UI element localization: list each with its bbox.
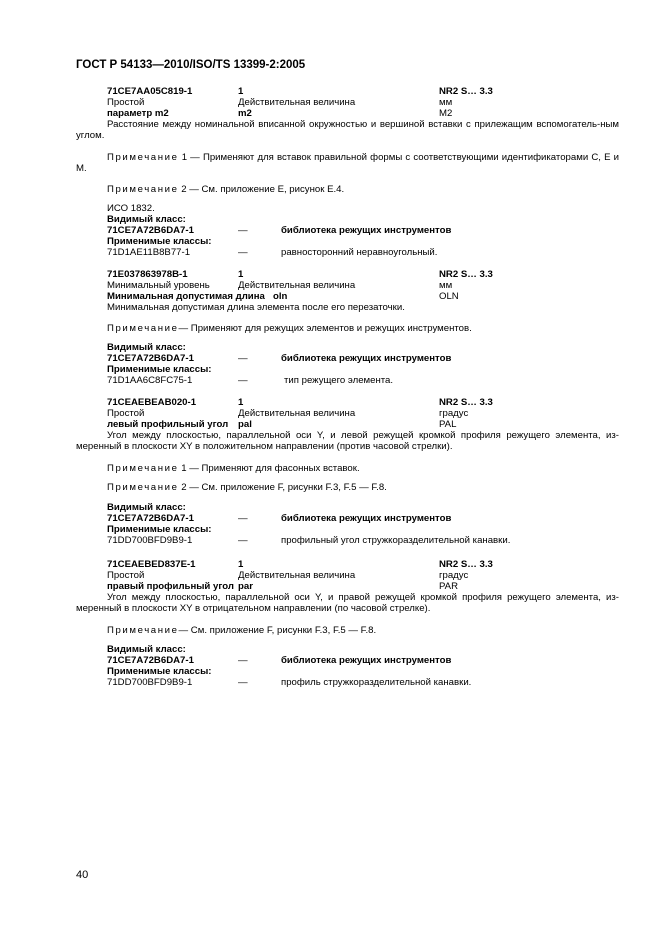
entry-type: Минимальный уровень: [107, 280, 210, 291]
entry-level: 1: [238, 269, 244, 280]
entry-id: 71CE7AA05C819-1: [107, 86, 193, 97]
note-label: Примечание: [107, 482, 179, 493]
entry-71CE7AA05C819: [107, 86, 617, 119]
note-label: Примечание: [107, 184, 179, 195]
visible-class-id: 71CE7A72B6DA7-1: [107, 225, 194, 236]
entry-symbol: pal: [238, 419, 252, 430]
entry-id: 71CEAEBEAB020-1: [107, 397, 197, 408]
visible-class-label: Видимый класс:: [107, 502, 186, 513]
class-block-3: Видимый класс: 71CE7A72B6DA7-1 — библиотека режущих инструментов Применимые классы: 71DD700BFD9B9-1 — профильный угол стружкоразделительной канавки.: [107, 502, 617, 546]
entry-code: OLN: [439, 291, 459, 302]
entry-unit: градус: [439, 570, 469, 581]
class-block-2: Видимый класс: 71CE7A72B6DA7-1 — библиотека режущих инструментов Применимые классы: 71D1AA6C8FC75-1 — тип режущего элемента.: [107, 342, 617, 386]
entry-value-type: Действительная величина: [238, 408, 356, 419]
visible-class-name: библиотека режущих инструментов: [281, 513, 452, 524]
applicable-id: 71D1AA6C8FC75-1: [107, 375, 193, 386]
entry-level: 1: [238, 397, 244, 408]
entry-ref: NR2 S… 3.3: [439, 397, 493, 408]
entry-name: правый профильный угол: [107, 581, 234, 592]
note-1: Примечание 1 — Применяют для фасонных вставок.: [107, 463, 360, 474]
note-label: Примечание: [107, 463, 179, 474]
class-block-1: ИСО 1832. Видимый класс: 71CE7A72B6DA7-1 — библиотека режущих инструментов Применимые классы: 71D1AE11B8B77-1 — равносторонний неравноугольный.: [107, 203, 617, 258]
note-2: Примечание 2 — См. приложение F, рисунки F.3, F.5 — F.8.: [107, 482, 387, 493]
visible-class-name: библиотека режущих инструментов: [281, 655, 452, 666]
entry-value-type: Действительная величина: [238, 97, 356, 108]
applicable-id: 71DD700BFD9B9-1: [107, 677, 193, 688]
note: Примечание— Применяют для режущих элементов и режущих инструментов.: [107, 323, 472, 334]
entry-definition: Минимальная допустимая длина элемента после его перезаточки.: [107, 302, 405, 313]
entry-name: параметр m2: [107, 108, 169, 119]
source-ref: ИСО 1832.: [107, 203, 155, 214]
entry-id: 71CEAEBED837E-1: [107, 559, 196, 570]
visible-class-id: 71CE7A72B6DA7-1: [107, 513, 194, 524]
applicable-id: 71DD700BFD9B9-1: [107, 535, 193, 546]
entry-ref: NR2 S… 3.3: [439, 559, 493, 570]
entry-unit: градус: [439, 408, 469, 419]
entry-code: PAL: [439, 419, 457, 430]
entry-71CEAEBEAB020: [107, 397, 617, 430]
entry-level: 1: [238, 86, 244, 97]
applicable-label: Применимые классы:: [107, 524, 212, 535]
visible-class-label: Видимый класс:: [107, 214, 186, 225]
visible-class-label: Видимый класс:: [107, 644, 186, 655]
entry-unit: мм: [439, 97, 453, 108]
document-header: ГОСТ Р 54133—2010/ISO/TS 13399-2:2005: [76, 59, 306, 71]
note-label: Примечание: [107, 152, 179, 163]
entry-value-type: Действительная величина: [238, 280, 356, 291]
visible-class-label: Видимый класс:: [107, 342, 186, 353]
entry-unit: мм: [439, 280, 453, 291]
visible-class-id: 71CE7A72B6DA7-1: [107, 655, 194, 666]
applicable-id: 71D1AE11B8B77-1: [107, 247, 191, 258]
applicable-name: профиль стружкоразделительной канавки.: [281, 677, 472, 688]
entry-symbol: oln: [273, 291, 288, 302]
entry-symbol: m2: [238, 108, 252, 119]
entry-value-type: Действительная величина: [238, 570, 356, 581]
applicable-name: профильный угол стружкоразделительной канавки.: [281, 535, 511, 546]
applicable-label: Применимые классы:: [107, 364, 212, 375]
applicable-label: Применимые классы:: [107, 666, 212, 677]
note-2: Примечание 2 — См. приложение Е, рисунок Е.4.: [107, 184, 345, 195]
note-label: Примечание: [107, 625, 179, 636]
entry-type: Простой: [107, 570, 145, 581]
entry-ref: NR2 S… 3.3: [439, 269, 493, 280]
page-number: 40: [76, 869, 89, 881]
entry-name: левый профильный угол: [107, 419, 229, 430]
visible-class-id: 71CE7A72B6DA7-1: [107, 353, 194, 364]
entry-definition: Угол между плоскостью, параллельной оси Y, и правой режущей кромкой профиля режущего элемента, из-меренный в плоскости XY в отрицательном направлении (по часовой стрелке).: [76, 592, 619, 614]
entry-71CEAEBED837E: [107, 559, 617, 592]
visible-class-name: библиотека режущих инструментов: [281, 353, 452, 364]
note: Примечание— См. приложение F, рисунки F.3, F.5 — F.8.: [107, 625, 377, 636]
entry-level: 1: [238, 559, 244, 570]
visible-class-name: библиотека режущих инструментов: [281, 225, 452, 236]
entry-ref: NR2 S… 3.3: [439, 86, 493, 97]
entry-71E037863978B: [107, 269, 617, 313]
entry-code: M2: [439, 108, 453, 119]
class-block-4: Видимый класс: 71CE7A72B6DA7-1 — библиотека режущих инструментов Применимые классы: 71DD700BFD9B9-1 — профиль стружкоразделительной канавки.: [107, 644, 617, 688]
note-1: Примечание 1 — Применяют для вставок правильной формы с соответствующими идентификаторами C, E и M.: [76, 152, 619, 174]
applicable-label: Применимые классы:: [107, 236, 212, 247]
entry-name: Минимальная допустимая длина: [107, 291, 265, 302]
entry-code: PAR: [439, 581, 459, 592]
entry-definition: Расстояние между номинальной вписанной окружностью и вершиной вставки с прилежащим вспомогатель-ным углом.: [76, 119, 619, 141]
note-label: Примечание: [107, 323, 179, 334]
entry-id: 71E037863978B-1: [107, 269, 188, 280]
applicable-name: тип режущего элемента.: [284, 375, 394, 386]
entry-symbol: par: [238, 581, 253, 592]
entry-type: Простой: [107, 408, 145, 419]
entry-definition: Угол между плоскостью, параллельной оси Y, и левой режущей кромкой профиля режущего элемента, из-меренный в плоскости XY в положительном направлении (против часовой стрелки).: [76, 430, 619, 452]
entry-type: Простой: [107, 97, 145, 108]
applicable-name: равносторонний неравноугольный.: [281, 247, 438, 258]
